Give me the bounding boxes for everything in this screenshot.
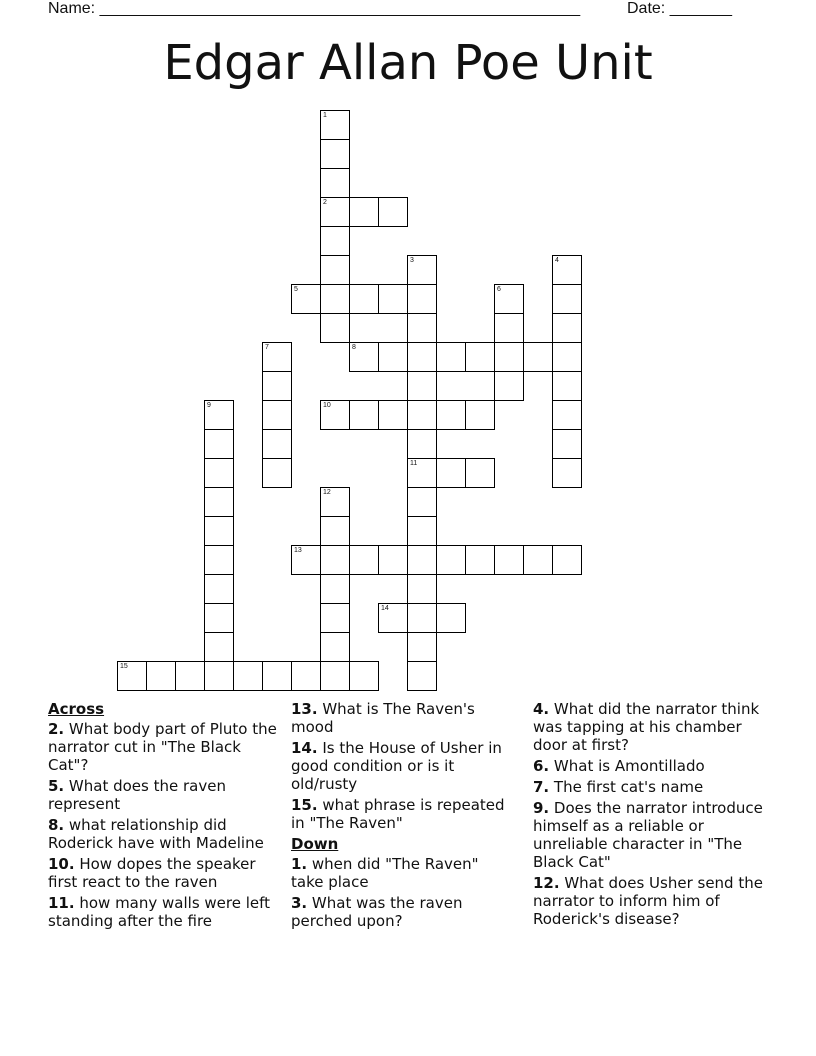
clue-item [48,894,278,930]
crossword-cell[interactable] [320,313,350,343]
crossword-cell[interactable] [494,342,524,372]
crossword-cell[interactable] [262,342,292,372]
crossword-cell[interactable] [320,603,350,633]
clue-item-number: 3. [291,894,308,912]
crossword-cell[interactable] [378,400,408,430]
clue-column-1 [48,700,278,933]
crossword-cell[interactable] [465,458,495,488]
clue-item-number: 6. [533,757,550,775]
crossword-cell[interactable] [175,661,205,691]
clue-item [291,700,513,736]
crossword-cell[interactable] [407,632,437,662]
clue-item-text: Does the narrator introduce himself as a reliable or unreliable character in "The Black Cat" [533,799,763,871]
crossword-cell[interactable] [407,429,437,459]
crossword-cell[interactable] [320,632,350,662]
crossword-cell[interactable] [320,516,350,546]
crossword-cell[interactable] [407,255,437,285]
clue-number: 14 [381,605,389,612]
crossword-cell[interactable] [552,545,582,575]
clue-item [291,739,513,793]
clue-number: 9 [207,402,211,409]
crossword-cell[interactable] [407,661,437,691]
crossword-cell[interactable] [552,313,582,343]
crossword-cell[interactable] [378,342,408,372]
clue-item-text: What did the narrator think was tapping at his chamber door at first? [533,700,760,754]
crossword-cell[interactable] [262,371,292,401]
clue-item [48,855,278,891]
crossword-cell[interactable] [552,342,582,372]
crossword-cell[interactable] [204,429,234,459]
crossword-cell[interactable] [349,545,379,575]
clue-number: 3 [410,257,414,264]
clue-item-text: What does Usher send the narrator to inform him of Roderick's disease? [533,874,763,928]
down-heading: Down [291,835,339,853]
crossword-cell[interactable] [523,342,553,372]
clue-item-text: what phrase is repeated in "The Raven" [291,796,505,832]
clue-column-3 [533,700,773,931]
clue-item-number: 14. [291,739,318,757]
crossword-cell[interactable] [407,516,437,546]
crossword-cell[interactable] [204,400,234,430]
clue-item-text: What was the raven perched upon? [291,894,463,930]
crossword-cell[interactable] [465,545,495,575]
crossword-cell[interactable] [320,139,350,169]
crossword-cell[interactable] [349,197,379,227]
clue-item-text: What is The Raven's mood [291,700,475,736]
clue-item-number: 4. [533,700,550,718]
clue-item-number: 8. [48,816,65,834]
clue-item [533,778,773,796]
clue-item [291,894,513,930]
clue-number: 7 [265,344,269,351]
crossword-cell[interactable] [407,574,437,604]
clue-item-number: 5. [48,777,65,795]
crossword-cell[interactable] [378,284,408,314]
crossword-cell[interactable] [436,342,466,372]
crossword-cell[interactable] [320,574,350,604]
clue-item [291,855,513,891]
crossword-cell[interactable] [349,400,379,430]
crossword-cell[interactable] [204,516,234,546]
crossword-cell[interactable] [552,371,582,401]
clue-item [533,700,773,754]
crossword-cell[interactable] [552,284,582,314]
clue-item [48,720,278,774]
crossword-cell[interactable] [552,400,582,430]
clue-item [533,874,773,928]
crossword-cell[interactable] [349,342,379,372]
crossword-cell[interactable] [494,284,524,314]
crossword-cell[interactable] [262,661,292,691]
clue-item [291,796,513,832]
clue-number: 10 [323,402,331,409]
crossword-cell[interactable] [407,284,437,314]
clue-item-number: 1. [291,855,308,873]
crossword-cell[interactable] [494,371,524,401]
crossword-cell[interactable] [146,661,176,691]
crossword-cell[interactable] [552,458,582,488]
clue-item [48,816,278,852]
crossword-cell[interactable] [320,545,350,575]
crossword-cell[interactable] [204,458,234,488]
crossword-cell[interactable] [262,429,292,459]
crossword-cell[interactable] [407,371,437,401]
crossword-cell[interactable] [465,342,495,372]
crossword-cell[interactable] [291,545,321,575]
clue-item-number: 12. [533,874,560,892]
across-heading: Across [48,700,105,718]
crossword-cell[interactable] [378,197,408,227]
clue-number: 4 [555,257,559,264]
clue-number: 11 [410,460,418,467]
crossword-cell[interactable] [320,168,350,198]
clue-item-text: What is Amontillado [549,757,705,775]
clue-number: 2 [323,199,327,206]
crossword-cell[interactable] [291,284,321,314]
clue-item-text: Is the House of Usher in good condition or is it old/rusty [291,739,502,793]
crossword-cell[interactable] [552,429,582,459]
crossword-cell[interactable] [204,574,234,604]
crossword-cell[interactable] [552,255,582,285]
clue-column-2 [291,700,513,933]
crossword-cell[interactable] [465,400,495,430]
crossword-cell[interactable] [494,313,524,343]
clue-number: 5 [294,286,298,293]
crossword-cell[interactable] [320,255,350,285]
clue-item-text: What does the raven represent [48,777,226,813]
clue-item-text: How dopes the speaker first react to the raven [48,855,256,891]
crossword-cell[interactable] [204,545,234,575]
across-clue-list-continued [291,700,513,832]
crossword-cell[interactable] [291,661,321,691]
crossword-cell[interactable] [262,458,292,488]
clue-item-number: 15. [291,796,318,814]
name-field-label: Name: ______________________________________________________ [48,0,581,17]
clue-item [533,799,773,871]
crossword-cell[interactable] [320,226,350,256]
across-clue-list [48,720,278,930]
crossword-cell[interactable] [407,342,437,372]
clue-item-text: What body part of Pluto the narrator cut in "The Black Cat"? [48,720,277,774]
down-clue-list-continued [533,700,773,928]
crossword-cell[interactable] [320,197,350,227]
clue-number: 12 [323,489,331,496]
clue-number: 1 [323,112,327,119]
date-field-label: Date: _______ [627,0,732,17]
clue-number: 15 [120,663,128,670]
crossword-cell[interactable] [320,661,350,691]
crossword-cell[interactable] [204,661,234,691]
crossword-cell[interactable] [204,603,234,633]
clue-item-number: 13. [291,700,318,718]
crossword-cell[interactable] [349,284,379,314]
crossword-cell[interactable] [320,400,350,430]
clue-item-text: when did "The Raven" take place [291,855,479,891]
page-title: Edgar Allan Poe Unit [163,35,653,91]
crossword-cell[interactable] [407,487,437,517]
clue-item-number: 10. [48,855,75,873]
clue-number: 8 [352,344,356,351]
crossword-cell[interactable] [407,400,437,430]
clue-item-number: 11. [48,894,75,912]
clue-item-text: The first cat's name [549,778,704,796]
crossword-cell[interactable] [436,458,466,488]
crossword-cell[interactable] [320,487,350,517]
crossword-cell[interactable] [407,313,437,343]
crossword-cell[interactable] [436,603,466,633]
clue-item-number: 9. [533,799,550,817]
crossword-cell[interactable] [349,661,379,691]
crossword-cell[interactable] [117,661,147,691]
crossword-cell[interactable] [262,400,292,430]
clue-item [48,777,278,813]
crossword-cell[interactable] [407,545,437,575]
clue-number: 13 [294,547,302,554]
crossword-cell[interactable] [204,632,234,662]
crossword-cell[interactable] [204,487,234,517]
crossword-cell[interactable] [378,545,408,575]
crossword-cell[interactable] [320,110,350,140]
crossword-cell[interactable] [233,661,263,691]
crossword-cell[interactable] [436,400,466,430]
clue-item-text: how many walls were left standing after the fire [48,894,271,930]
clue-item-number: 7. [533,778,550,796]
crossword-cell[interactable] [378,603,408,633]
crossword-cell[interactable] [436,545,466,575]
clue-item [533,757,773,775]
clue-number: 6 [497,286,501,293]
crossword-cell[interactable] [407,458,437,488]
clue-item-text: what relationship did Roderick have with Madeline [48,816,264,852]
crossword-cell[interactable] [494,545,524,575]
clue-item-number: 2. [48,720,65,738]
crossword-cell[interactable] [407,603,437,633]
crossword-cell[interactable] [523,545,553,575]
down-clue-list [291,855,513,930]
crossword-cell[interactable] [320,284,350,314]
